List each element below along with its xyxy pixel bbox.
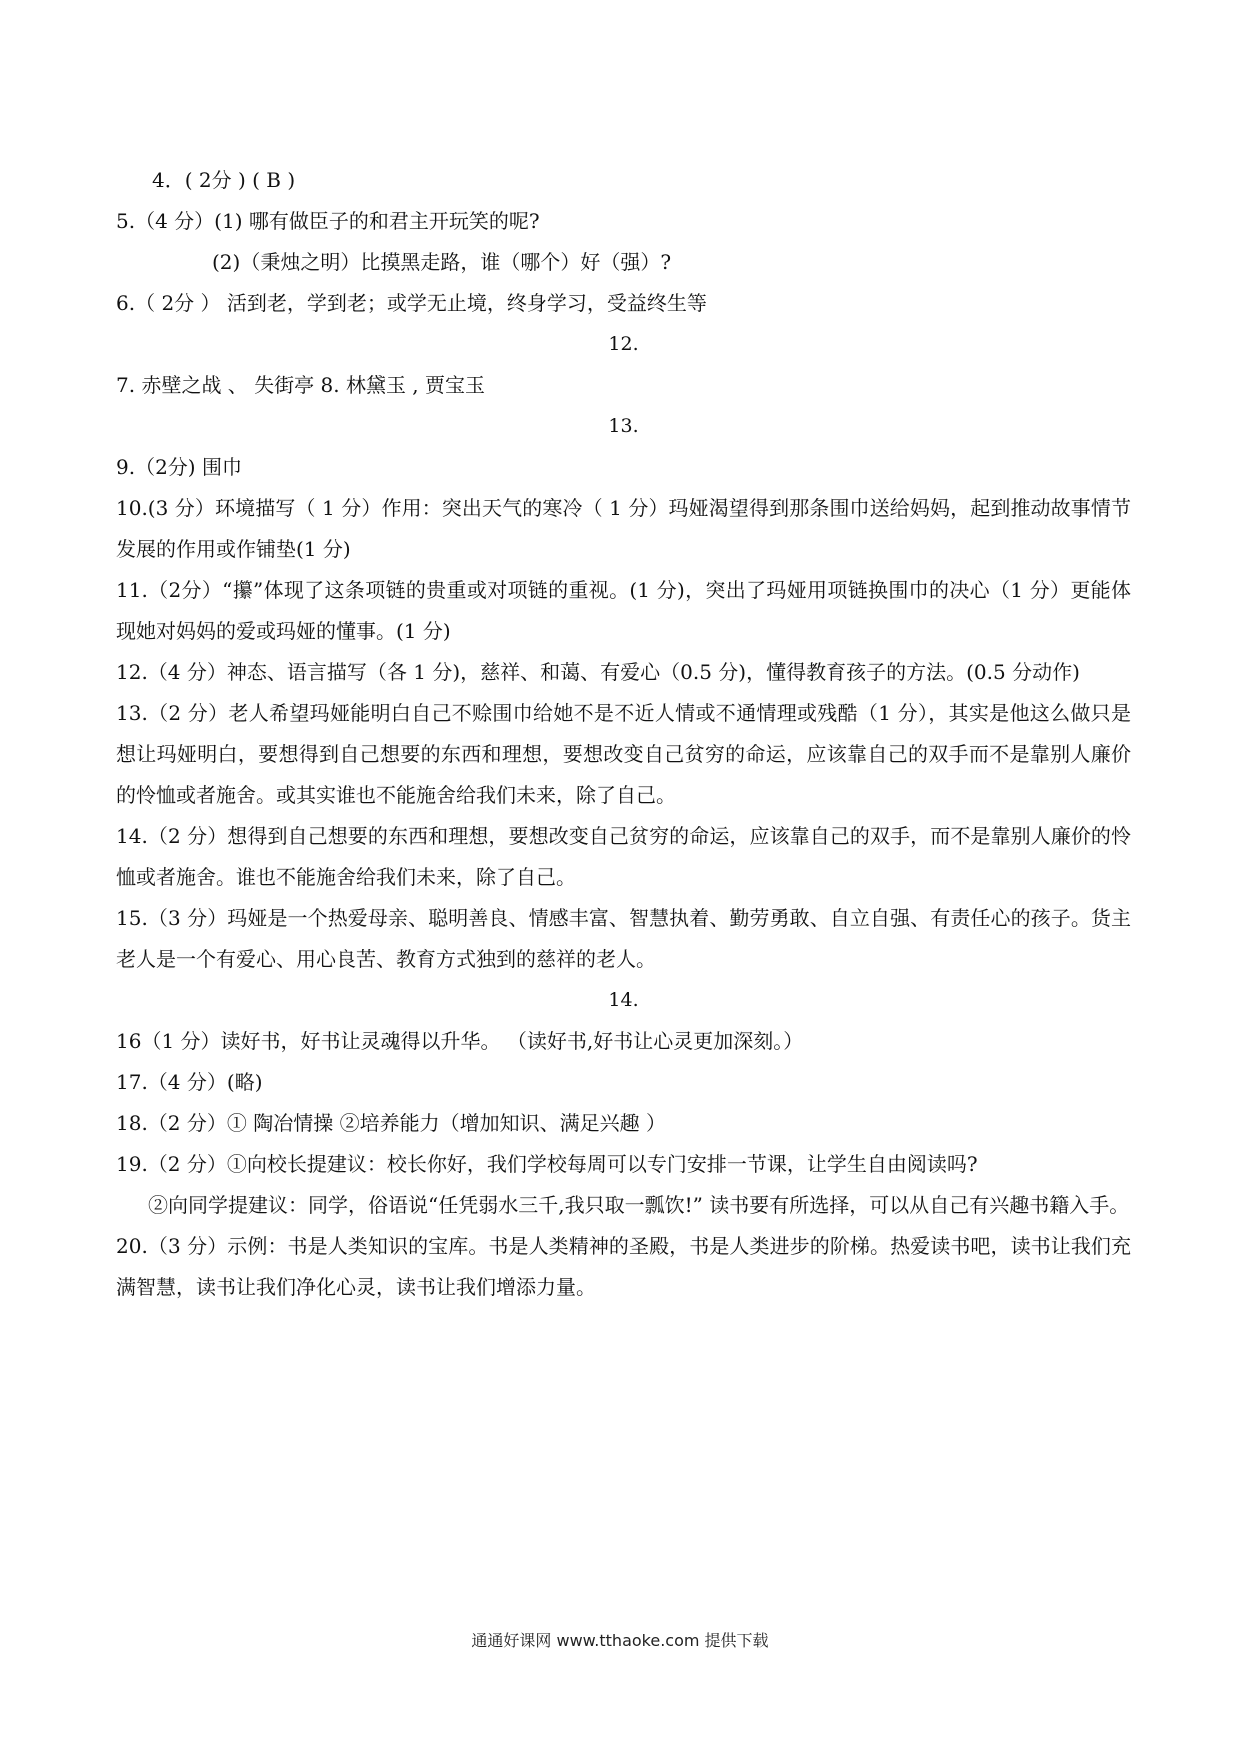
answer-content	[116, 160, 1131, 1308]
answer-line-15: 15.（3 分）玛娅是一个热爱母亲、聪明善良、情感丰富、智慧执着、勤劳勇敢、自立自强、有责任心的孩子。货主老人是一个有爱心、用心良苦、教育方式独到的慈祥的老人。	[116, 906, 1131, 971]
footer-watermark-text: 通通好课网 www.tthaoke.com 提供下载	[471, 1631, 769, 1650]
answer-line-13: 13.（2 分）老人希望玛娅能明白自己不赊围巾给她不是不近人情或不通情理或残酷（1 分），其实是他这么做只是想让玛娅明白，要想得到自己想要的东西和理想，要想改变自己贫穷的命运，应该靠自己的双手而不是靠别人廉价的怜恤或者施舍。或其实谁也不能施舍给我们未来，除了自己。	[116, 701, 1131, 807]
answer-line-12: 12.（4 分）神态、语言描写（各 1 分)，慈祥、和蔼、有爱心（0.5 分)，懂得教育孩子的方法。(0.5 分动作)	[116, 660, 1080, 684]
answer-line-14: 14.（2 分）想得到自己想要的东西和理想，要想改变自己贫穷的命运，应该靠自己的双手，而不是靠别人廉价的怜恤或者施舍。谁也不能施舍给我们未来，除了自己。	[116, 824, 1131, 889]
answer-line-20: 20.（3 分）示例：书是人类知识的宝库。书是人类精神的圣殿，书是人类进步的阶梯。热爱读书吧，读书让我们充满智慧，读书让我们净化心灵，读书让我们增添力量。	[116, 1234, 1131, 1299]
answer-line-17: 17.（4 分）(略)	[116, 1070, 263, 1094]
answer-line-11: 11.（2分）“攥”体现了这条项链的贵重或对项链的重视。(1 分)，突出了玛娅用项链换围巾的决心（1 分）更能体现她对妈妈的爱或玛娅的懂事。(1 分)	[116, 578, 1131, 643]
answer-line-6: 6.（ 2分 ） 活到老，学到老；或学无止境，终身学习，受益终生等	[116, 291, 707, 315]
answer-line-4: 4．( 2分 ) ( B )	[152, 168, 296, 192]
answer-line-5-part2: (2)（秉烛之明）比摸黑走路，谁（哪个）好（强）?	[212, 250, 672, 274]
answer-line-19-part1: 19.（2 分）①向校长提建议：校长你好，我们学校每周可以专门安排一节课，让学生自由阅读吗?	[116, 1152, 978, 1176]
section-heading-12: 12.	[608, 333, 639, 355]
section-heading-14: 14.	[608, 989, 639, 1011]
answer-line-5-part1: 5.（4 分）(1) 哪有做臣子的和君主开玩笑的呢?	[116, 209, 540, 233]
answer-line-10: 10.(3 分）环境描写（ 1 分）作用：突出天气的寒冷（ 1 分）玛娅渴望得到那条围巾送给妈妈，起到推动故事情节发展的作用或作铺垫(1 分)	[116, 496, 1131, 561]
section-heading-13: 13.	[608, 415, 639, 437]
answer-line-18: 18.（2 分）① 陶冶情操 ②培养能力（增加知识、满足兴趣 ）	[116, 1111, 666, 1135]
answer-line-7-8: 7. 赤壁之战 、 失街亭 8. 林黛玉 , 贾宝玉	[116, 373, 486, 397]
answer-line-16: 16（1 分）读好书，好书让灵魂得以升华。 （读好书,好书让心灵更加深刻。）	[116, 1029, 804, 1053]
answer-line-19-part2: ②向同学提建议：同学，俗语说“任凭弱水三千,我只取一瓢饮!” 读书要有所选择，可以从自己有兴趣书籍入手。	[148, 1193, 1130, 1217]
answer-line-9: 9.（2分) 围巾	[116, 455, 242, 479]
